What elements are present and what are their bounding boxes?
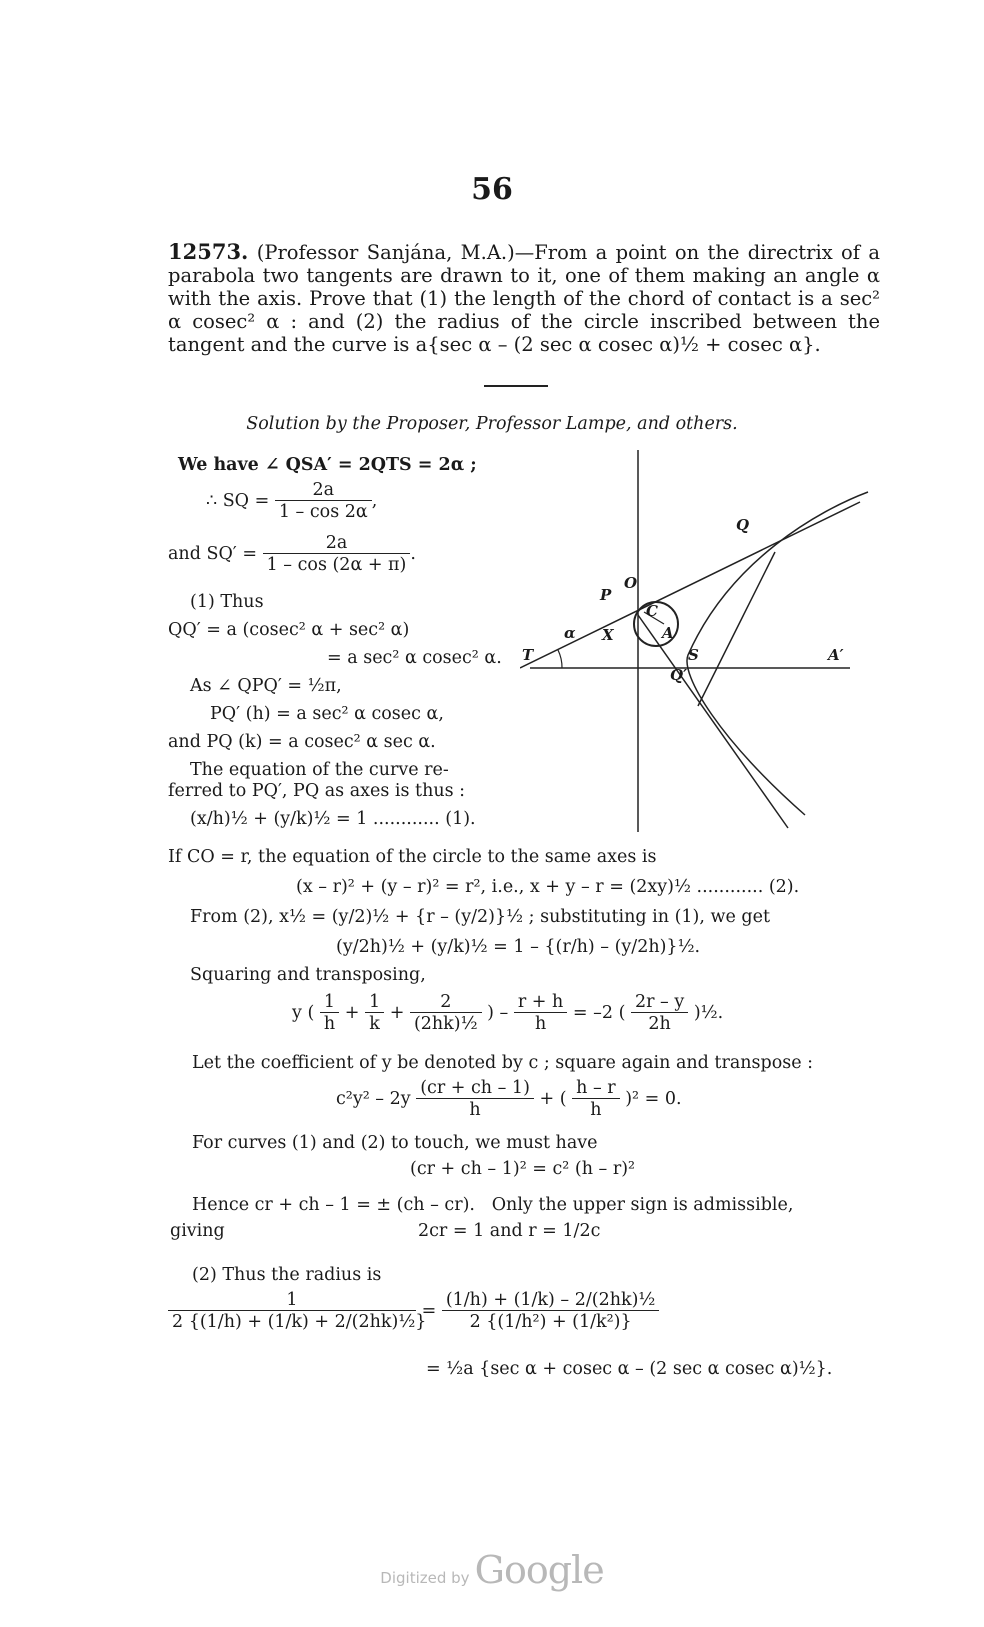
numerator: (cr + ch – 1) xyxy=(416,1078,534,1099)
eq-part: ) – xyxy=(487,1003,509,1023)
label-x: X xyxy=(602,626,614,644)
denominator: 2h xyxy=(648,1014,671,1034)
eq-line-12: (x/h)½ + (y/k)½ = 1 ............ (1). xyxy=(190,809,476,829)
numerator: 1 xyxy=(365,992,384,1013)
numerator: 2a xyxy=(275,480,372,501)
numerator: 2 xyxy=(410,992,482,1013)
denominator: k xyxy=(369,1014,380,1034)
label-c: C xyxy=(646,602,658,620)
eq-line-7: As ∠ QPQ′ = ½π, xyxy=(190,676,342,696)
eq-line-2 xyxy=(206,480,377,523)
label-t: T xyxy=(522,646,534,664)
eq-line-11: ferred to PQ′, PQ as axes is thus : xyxy=(168,781,466,801)
numerator: 2a xyxy=(263,533,411,554)
eq-line-10: The equation of the curve re- xyxy=(190,760,449,780)
denominator: (2hk)½ xyxy=(413,1014,478,1034)
eq-line-16: (y/2h)½ + (y/k)½ = 1 – {(r/h) – (y/2h)}½. xyxy=(336,937,701,957)
fraction xyxy=(572,1078,620,1121)
eq-line-15: From (2), x½ = (y/2)½ + {r – (y/2)}½ ; substituting in (1), we get xyxy=(190,907,770,927)
eq-line-17: Squaring and transposing, xyxy=(190,965,426,985)
label-q: Q xyxy=(736,516,750,534)
fraction xyxy=(365,992,384,1035)
denominator: h xyxy=(590,1100,602,1120)
angle-arc xyxy=(558,650,562,668)
problem-text: (Professor Sanjána, M.A.)—From a point on the directrix of a parabola two tangents are drawn to it, one of them making an angle α with the axis. Prove that (1) the length of the chord of contact is a sec² α cosec² α : and (2) the radius of the circle inscribed between the tangent and the curve is a{sec α – (2 sec α cosec α)½ + cosec α}. xyxy=(168,241,880,356)
eq-line-18 xyxy=(292,992,723,1035)
punct: , xyxy=(371,491,378,511)
eq-part: c²y² – 2y xyxy=(336,1089,411,1109)
eq-label: and SQ′ = xyxy=(168,544,258,564)
separator-rule xyxy=(484,385,548,387)
numerator: h – r xyxy=(572,1078,620,1099)
numerator: r + h xyxy=(514,992,567,1013)
eq-line-26 xyxy=(168,1290,659,1333)
eq-line-21: For curves (1) and (2) to touch, we must have xyxy=(192,1133,598,1153)
eq-part: + xyxy=(389,1003,405,1023)
fraction xyxy=(442,1290,660,1333)
label-q-prime: Q′ xyxy=(670,666,688,684)
eq-part: + xyxy=(344,1003,360,1023)
label-alpha: α xyxy=(564,624,576,642)
label-a: A xyxy=(662,624,674,642)
eq-line-4: (1) Thus xyxy=(190,592,264,612)
fraction xyxy=(410,992,482,1035)
page-number: 56 xyxy=(471,172,513,207)
eq-line-3 xyxy=(168,533,416,576)
fraction xyxy=(263,533,411,576)
eq-line-13: If CO = r, the equation of the circle to the same axes is xyxy=(168,847,657,867)
problem-statement xyxy=(168,240,880,356)
fraction xyxy=(168,1290,427,1333)
fraction xyxy=(416,1078,534,1121)
punct: . xyxy=(410,544,416,564)
eq-line-24a: giving xyxy=(170,1221,225,1241)
denominator: h xyxy=(534,1014,547,1034)
eq-line-20 xyxy=(336,1078,682,1121)
digitized-watermark xyxy=(0,1548,984,1592)
numerator: 1 xyxy=(168,1290,416,1311)
eq-line-9: and PQ (k) = a cosec² α sec α. xyxy=(168,732,436,752)
eq-part: + ( xyxy=(539,1089,567,1109)
eq-line-6: = a sec² α cosec² α. xyxy=(327,648,502,668)
eq-line-19: Let the coefficient of y be denoted by c ; square again and transpose : xyxy=(192,1053,814,1073)
fraction xyxy=(275,480,372,523)
eq-part: Only the upper sign is admissible, xyxy=(491,1195,794,1215)
digitized-text: Digitized by xyxy=(380,1569,470,1587)
denominator: 2 {(1/h²) + (1/k²)} xyxy=(469,1312,632,1332)
eq-part: )½. xyxy=(693,1003,724,1023)
eq-label: ∴ SQ = xyxy=(206,491,270,511)
tangent-pq-line xyxy=(638,615,788,828)
denominator: h xyxy=(323,1014,336,1034)
eq-part: Hence cr + ch – 1 = ± (ch – cr). xyxy=(192,1195,475,1215)
eq-line-24b: 2cr = 1 and r = 1/2c xyxy=(418,1221,601,1241)
problem-number: 12573. xyxy=(168,239,249,264)
eq-part: )² = 0. xyxy=(625,1089,682,1109)
fraction xyxy=(514,992,567,1035)
numerator: 2r – y xyxy=(631,992,688,1013)
eq-line-22: (cr + ch – 1)² = c² (h – r)² xyxy=(410,1159,636,1179)
eq-line-1: We have ∠ QSA′ = 2QTS = 2α ; xyxy=(178,455,477,475)
tangent-tq-line xyxy=(520,502,860,668)
fraction xyxy=(631,992,688,1035)
denominator: 2 {(1/h) + (1/k) + 2/(2hk)½} xyxy=(172,1312,427,1332)
label-p: P xyxy=(600,586,612,604)
google-logo: Google xyxy=(474,1548,604,1592)
numerator: (1/h) + (1/k) – 2/(2hk)½ xyxy=(442,1290,660,1311)
parabola-figure xyxy=(520,440,880,840)
eq-line-25: (2) Thus the radius is xyxy=(192,1265,382,1285)
label-s: S xyxy=(688,646,699,664)
numerator: 1 xyxy=(320,992,339,1013)
eq-line-5: QQ′ = a (cosec² α + sec² α) xyxy=(168,620,410,640)
label-a-prime: A′ xyxy=(828,646,844,664)
eq-line-8: PQ′ (h) = a sec² α cosec α, xyxy=(210,704,444,724)
denominator: 1 – cos 2α xyxy=(278,502,368,522)
eq-line-23 xyxy=(192,1194,793,1216)
solution-heading: Solution by the Proposer, Professor Lampe, and others. xyxy=(246,414,738,434)
eq-line-14: (x – r)² + (y – r)² = r², i.e., x + y – r = (2xy)½ ............ (2). xyxy=(296,877,800,897)
eq-part: = –2 ( xyxy=(572,1003,626,1023)
fraction xyxy=(320,992,339,1035)
denominator: h xyxy=(469,1100,481,1120)
label-o: O xyxy=(624,574,638,592)
denominator: 1 – cos (2α + π) xyxy=(266,555,407,575)
eq-line-27: = ½a {sec α + cosec α – (2 sec α cosec α)½}. xyxy=(426,1359,833,1379)
eq-part: = xyxy=(421,1301,437,1321)
eq-part: y ( xyxy=(292,1003,315,1023)
